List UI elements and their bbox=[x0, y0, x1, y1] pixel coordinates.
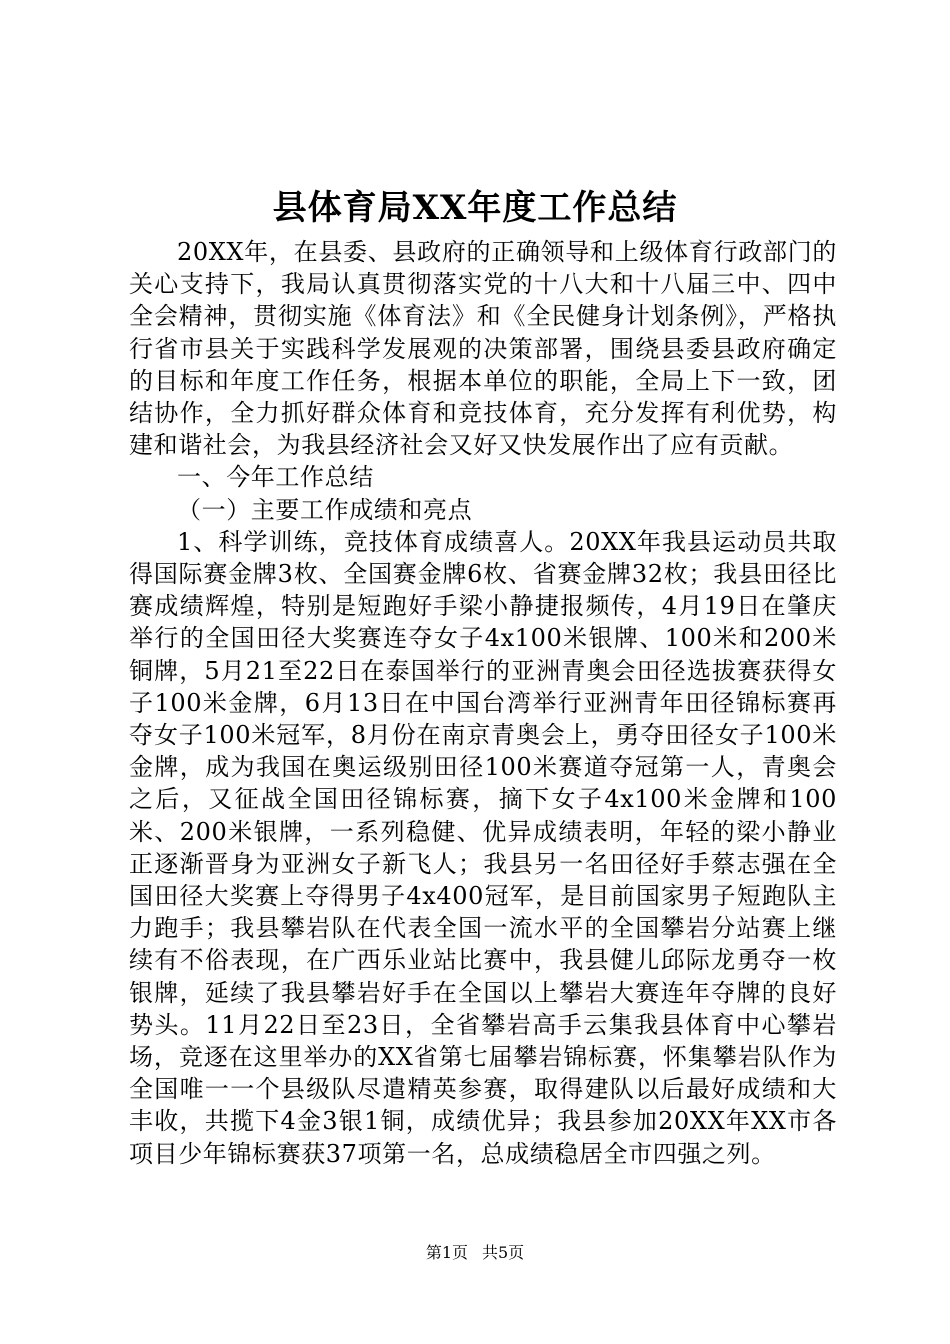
page-number: 第1页 bbox=[425, 1243, 468, 1262]
subsection-heading: （一）主要工作成绩和亮点 bbox=[177, 495, 473, 524]
section-heading: 一、今年工作总结 bbox=[177, 463, 374, 492]
achievement-paragraph: 1、科学训练，竞技体育成绩喜人。20XX年我县运动员共取得国际赛金牌3枚、全国赛金牌6枚、省赛金牌32枚；我县田径比赛成绩辉煌，特别是短跑好手梁小静捷报频传，4月19日在肇庆举行的全国田径大奖赛连夺女子4x100米银牌、100米和200米铜牌，5月21至22日在泰国举行的亚洲青奥会田径选拔赛获得女子100米金牌，6月13日在中国台湾举行亚洲青年田径锦标赛再夺女子100米冠军，8月份在南京青奥会上，勇夺田径女子100米金牌，成为我国在奥运级别田径100米赛道夺冠第一人，青奥会之后，又征战全国田径锦标赛，摘下女子4x100米金牌和100米、200米银牌，一系列稳健、优异成绩表明，年轻的梁小静业正逐渐晋身为亚洲女子新飞人；我县另一名田径好手蔡志强在全国田径大奖赛上夺得男子4x400冠军，是目前国家男子短跑队主力跑手；我县攀岩队在代表全国一流水平的全国攀岩分站赛上继续有不俗表现，在广西乐业站比赛中，我县健儿邱际龙勇夺一枚银牌，延续了我县攀岩好手在全国以上攀岩大赛连年夺牌的良好势头。11月22日至23日，全省攀岩高手云集我县体育中心攀岩场，竞逐在这里举办的XX省第七届攀岩锦标赛，怀集攀岩队作为全国唯一一个县级队尽遣精英参赛，取得建队以后最好成绩和大丰收，共揽下4金3银1铜，成绩优异；我县参加20XX年XX市各项目少年锦标赛获37项第一名，总成绩稳居全市四强之列。 bbox=[129, 527, 837, 1168]
document-body bbox=[129, 236, 837, 1170]
intro-paragraph: 20XX年，在县委、县政府的正确领导和上级体育行政部门的关心支持下，我局认真贯彻落实党的十八大和十八届三中、四中全会精神，贯彻实施《体育法》和《全民健身计划条例》，严格执行省市县关于实践科学发展观的决策部署，围绕县委县政府确定的目标和年度工作任务，根据本单位的职能，全局上下一致，团结协作，全力抓好群众体育和竞技体育，充分发挥有利优势，构建和谐社会，为我县经济社会又好又快发展作出了应有贡献。 bbox=[129, 238, 837, 460]
page-total: 共5页 bbox=[482, 1243, 525, 1262]
page-footer bbox=[0, 1243, 950, 1263]
document-title: 县体育局XX年度工作总结 bbox=[272, 188, 678, 228]
